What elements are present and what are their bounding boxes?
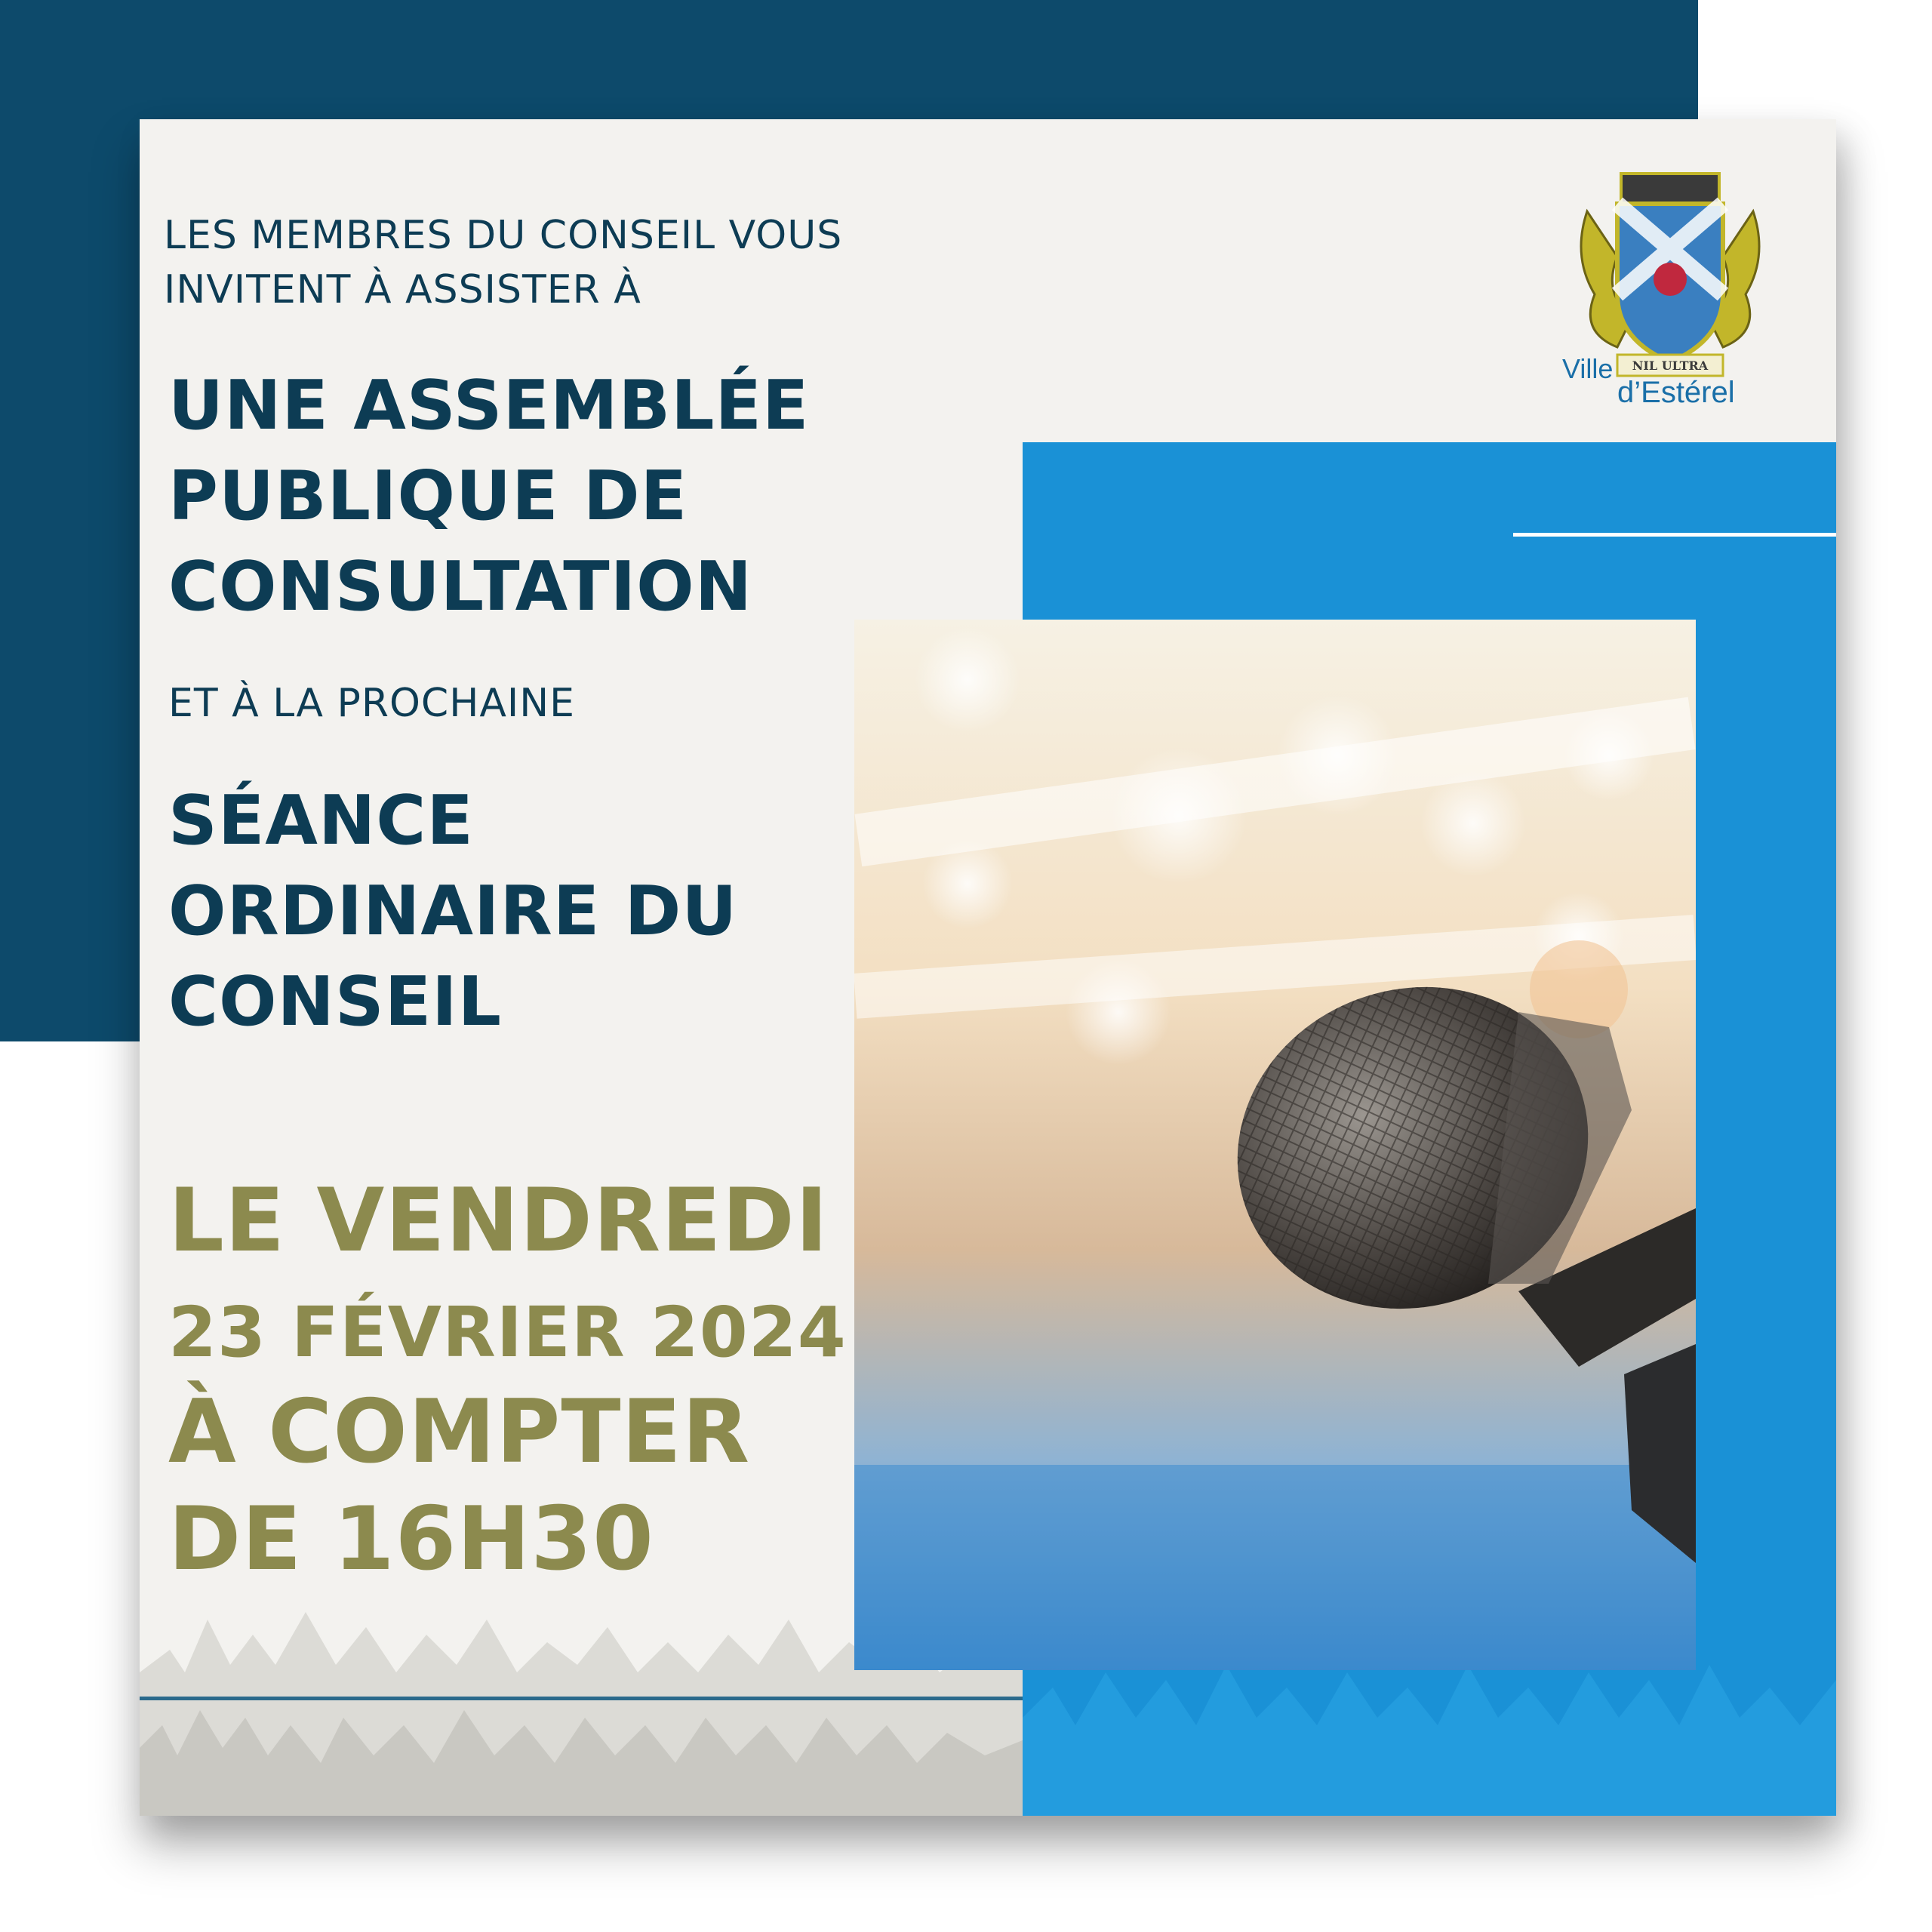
microphone-icon bbox=[854, 620, 1696, 1670]
date-time: DE 16H30 bbox=[168, 1488, 654, 1590]
date-weekday: LE VENDREDI bbox=[168, 1170, 829, 1272]
connector-text: ET À LA PROCHAINE bbox=[168, 681, 576, 726]
headline-assembly: UNE ASSEMBLÉE PUBLIQUE DE CONSULTATION bbox=[168, 366, 810, 626]
microphone-photo bbox=[854, 620, 1696, 1670]
headline-session: SÉANCE ORDINAIRE DU CONSEIL bbox=[168, 781, 738, 1041]
date-from: À COMPTER bbox=[168, 1381, 751, 1483]
bottom-divider bbox=[140, 1697, 1023, 1700]
date-day: 23 FÉVRIER 2024 bbox=[168, 1292, 847, 1373]
coat-of-arms-motto: NIL ULTRA bbox=[1632, 358, 1709, 373]
logo-esterel: d’Estérel bbox=[1617, 376, 1735, 409]
invitation-card bbox=[140, 119, 1836, 1816]
white-divider bbox=[1513, 533, 1836, 537]
logo-ville: Ville bbox=[1562, 353, 1614, 384]
intro-text: LES MEMBRES DU CONSEIL VOUS INVITENT À ASSISTER À bbox=[164, 213, 843, 312]
